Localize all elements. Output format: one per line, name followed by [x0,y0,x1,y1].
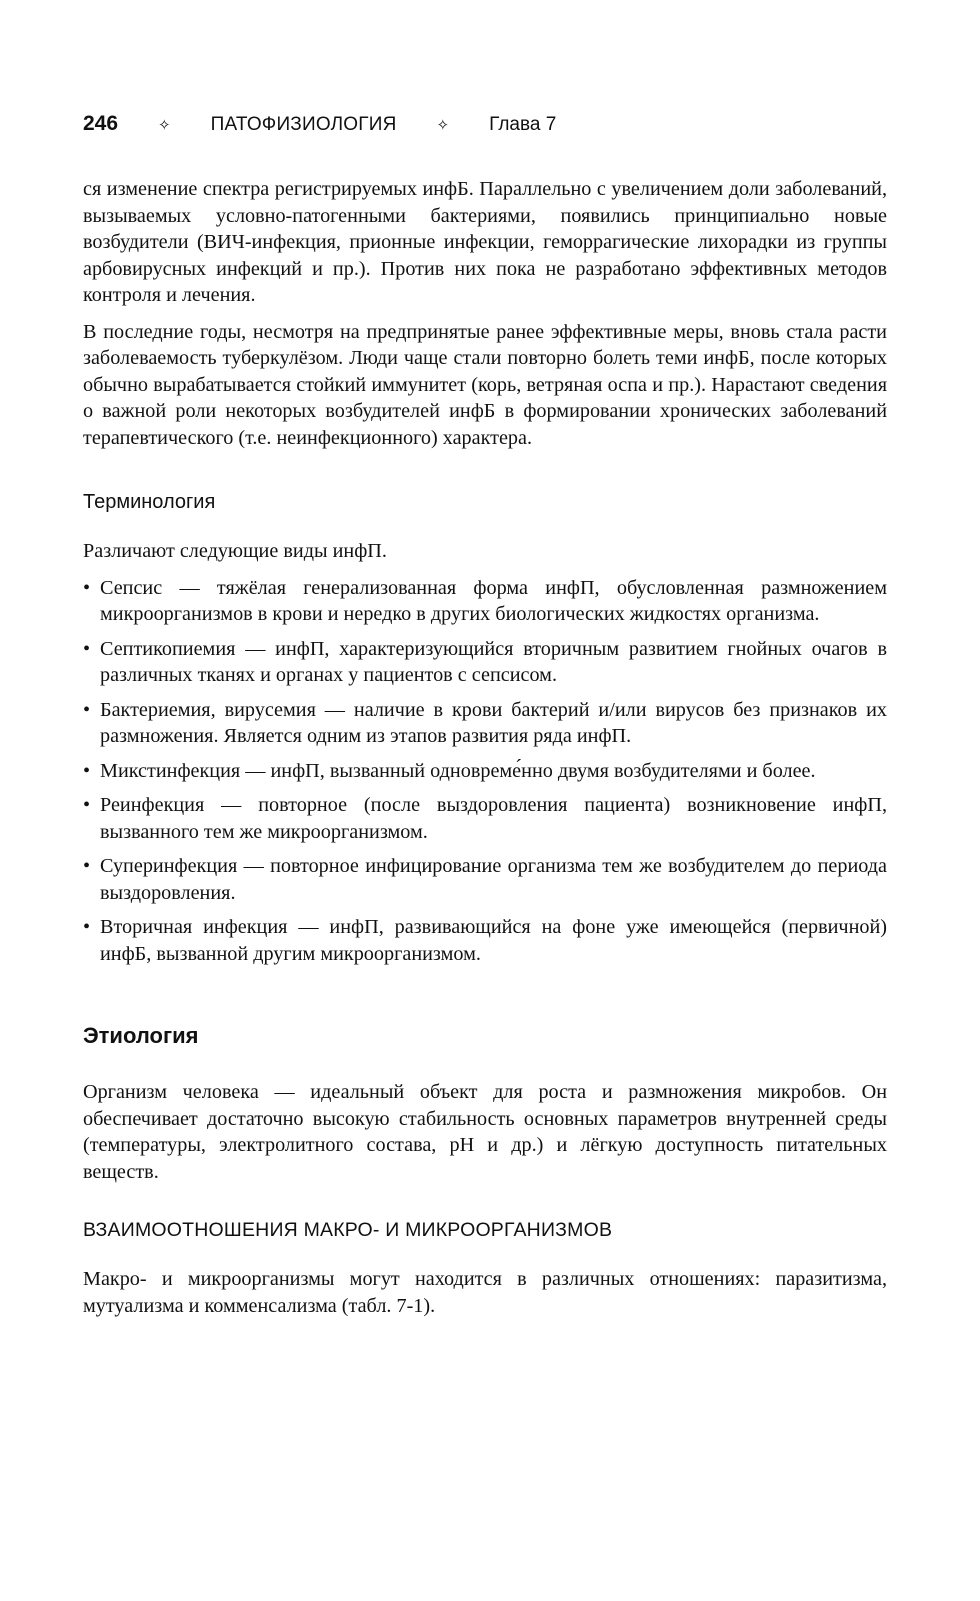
list-item-text: Суперинфекция — повторное инфицирование организма тем же возбудителем до периода выздоровления. [100,855,887,904]
chapter-label: Глава 7 [489,114,557,135]
bullet-icon: • [83,916,91,938]
intro-paragraph-1: ся изменение спектра регистрируемых инфБ. Параллельно с увеличением доли заболеваний, вызываемых условно-патогенными бактериями, появились принципиально новые возбудители (ВИЧ-инфекция, прионные инфекции, геморрагические лихорадки из группы арбовирусных инфекций и пр.). Против них пока не разработано эффективных методов контроля и лечения. [83,178,887,306]
list-item [83,792,887,845]
list-item [83,575,887,628]
list-item [83,758,887,785]
diamond-ornament-icon: ✧ [158,117,171,134]
etiology-paragraph: Организм человека — идеальный объект для роста и размножения микробов. Он обеспечивает достаточно высокую стабильность основных параметров внутренней среды (температуры, электролитного состава, pH и др.) и лёгкую доступность питательных веществ. [83,1081,887,1183]
bullet-icon: • [83,855,91,877]
bullet-icon: • [83,759,91,782]
book-title: ПАТОФИЗИОЛОГИЯ [210,114,397,135]
intro-paragraph-2: В последние годы, несмотря на предпринятые ранее эффективные меры, вновь стала расти заболеваемость туберкулёзом. Люди чаще стали повторно болеть теми инфБ, после которых обычно вырабатывается стойкий иммунитет (корь, ветряная оспа и пр.). Нарастают сведения о важной роли некоторых возбудителей инфБ в формировании хронических заболеваний терапевтического (т.е. неинфекционного) характера. [83,320,887,449]
running-header [83,112,887,152]
list-item [83,697,887,750]
list-item [83,914,887,967]
relations-heading: ВЗАИМООТНОШЕНИЯ МАКРО- И МИКРООРГАНИЗМОВ [83,1219,613,1241]
list-item-text: Реинфекция — повторное (после выздоровления пациента) возникновение инфП, вызванного тем же микроорганизмом. [100,794,887,843]
list-item [83,853,887,906]
diamond-ornament-icon: ✧ [436,117,450,134]
bullet-icon: • [83,576,91,599]
terminology-lead: Различают следующие виды инфП. [83,540,387,562]
bullet-icon: • [83,637,91,660]
terminology-list [83,575,887,968]
page-number: 246 [83,112,119,135]
list-item-text: Вторичная инфекция — инфП, развивающийся на фоне уже имеющейся (первичной) инфБ, вызванной другим микроорганизмом. [100,916,887,965]
list-item-text: Сепсис — тяжёлая генерализованная форма инфП, обусловленная размножением микроорганизмов в крови и нередко в других биологических жидкостях организма. [100,576,887,625]
list-item-text: Септикопиемия — инфП, характеризующийся вторичным развитием гнойных очагов в различных тканях и органах у пациентов с сепсисом. [100,637,887,686]
terminology-heading: Терминология [83,491,216,513]
list-item-text: Бактериемия, вирусемия — наличие в крови бактерий и/или вирусов без признаков их размножения. Является одним из этапов развития ряда инфП. [100,698,887,747]
relations-paragraph: Макро- и микроорганизмы могут находится в различных отношениях: паразитизма, мутуализма и комменсализма (табл. 7-1). [83,1268,887,1317]
bullet-icon: • [83,794,91,816]
list-item [83,636,887,689]
etiology-heading: Этиология [83,1023,199,1048]
book-page [83,112,887,1329]
bullet-icon: • [83,698,91,721]
list-item-text: Микстинфекция — инфП, вызванный одновреме́нно двумя возбудителями и более. [100,759,816,782]
